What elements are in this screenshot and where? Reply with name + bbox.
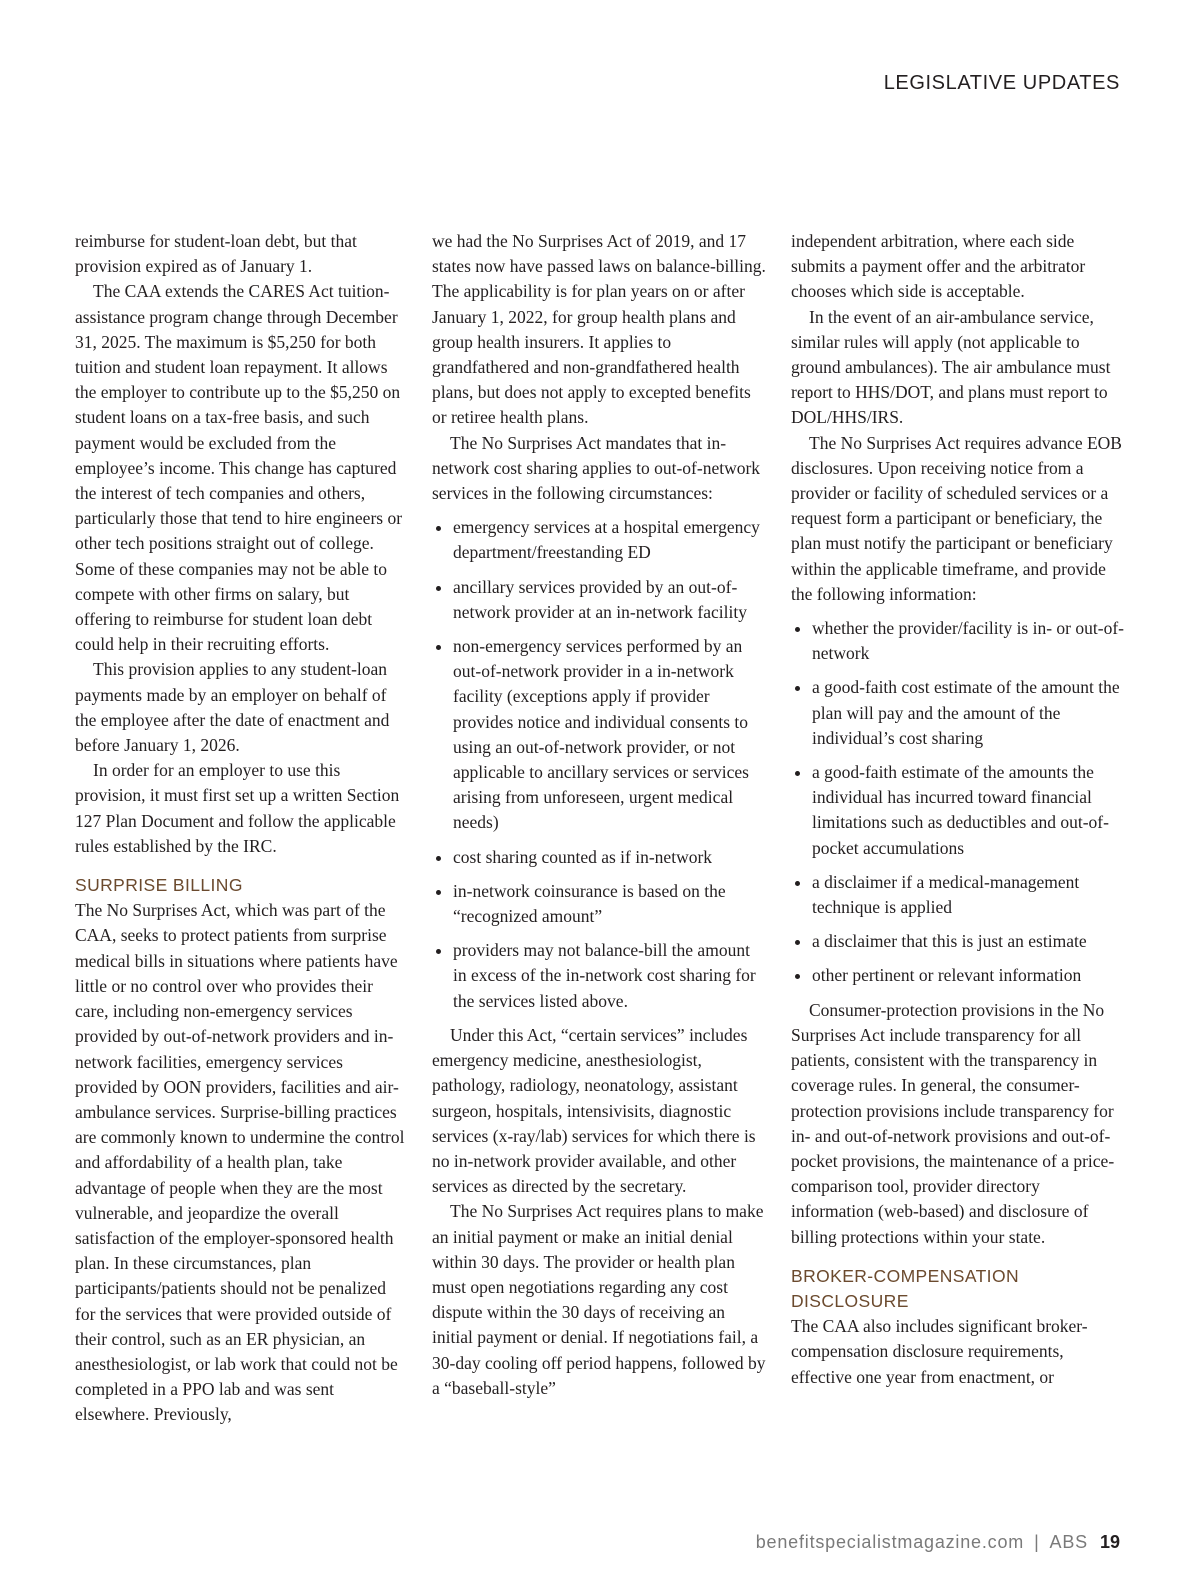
subheading-surprise-billing: SURPRISE BILLING (75, 875, 243, 896)
paragraph: Under this Act, “certain services” includes emergency medicine, anesthesiologist, pathology, radiology, neonatology, assistant surgeon, hospitals, intensivisits, diagnostic services (x-ray/lab) services for which there is no in-network provider available, and other services as directed by the secretary. (432, 1024, 756, 1197)
list-item: cost sharing counted as if in-network (432, 845, 766, 870)
list-item: in-network coinsurance is based on the “recognized amount” (432, 879, 766, 929)
section-header: LEGISLATIVE UPDATES (883, 72, 1120, 94)
list-item: whether the provider/facility is in- or out-of-network (791, 616, 1125, 666)
page-footer (756, 1532, 1120, 1553)
list-item: a disclaimer if a medical-management technique is applied (791, 870, 1125, 920)
paragraph: The No Surprises Act, which was part of the CAA, seeks to protect patients from surprise medical bills in situations where patients have little or no control over who provides their care, including non-emergency services provided by out-of-network providers and in-network facilities, emergency services provided by OON providers, facilities and air-ambulance services. Surprise-billing practices are commonly known to undermine the control and affordability of a health plan, take advantage of people when they are the most vulnerable, and jeopardize the overall satisfaction of the employer-sponsored health plan. In these circumstances, plan participants/patients should not be penalized for the services that were provided outside of their control, such as an ER physician, an anesthesiologist, or lab work that could not be completed in a PPO lab and was sent elsewhere. Previously, (75, 900, 405, 1425)
list-item: ancillary services provided by an out-of-network provider at an in-network facility (432, 575, 766, 625)
paragraph: The No Surprises Act requires plans to make an initial payment or make an initial denial within 30 days. The provider or health plan must open negotiations regarding any cost dispute within the 30 days of receiving an initial payment or denial. If negotiations fail, a 30-day cooling off period happens, followed by a “baseball-style” (432, 1201, 766, 1398)
paragraph: This provision applies to any student-loan payments made by an employer on behalf of the employee after the date of enactment and before January 1, 2026. (75, 659, 390, 756)
article-column-1 (75, 229, 409, 1428)
page-number: 19 (1099, 1532, 1120, 1552)
paragraph: independent arbitration, where each side submits a payment offer and the arbitrator chooses which side is acceptable. (791, 231, 1086, 302)
paragraph: The No Surprises Act requires advance EOB disclosures. Upon receiving notice from a provider or facility of scheduled services or a request form a participant or beneficiary, the plan must notify the participant or beneficiary within the applicable timeframe, and provide the following information: (791, 432, 1122, 604)
list-item: a good-faith cost estimate of the amount the plan will pay and the amount of the individual’s cost sharing (791, 675, 1125, 751)
list-item: a good-faith estimate of the amounts the individual has incurred toward financial limitations such as deductibles and out-of-pocket accumulations (791, 760, 1125, 861)
footer-website: benefitspecialistmagazine.com (755, 1532, 1025, 1552)
bullet-list (432, 515, 766, 1014)
list-item: providers may not balance-bill the amount in excess of the in-network cost sharing for the services listed above. (432, 938, 766, 1014)
paragraph: The No Surprises Act mandates that in-network cost sharing applies to out-of-network services in the following circumstances: (432, 432, 761, 504)
list-item: a disclaimer that this is just an estimate (791, 929, 1125, 954)
paragraph: Consumer-protection provisions in the No Surprises Act include transparency for all patients, consistent with the transparency in coverage rules. In general, the consumer-protection provisions include transparency for in- and out-of-network provisions and out-of-pocket provisions, the maintenance of a price-comparison tool, provider directory information (web-based) and disclosure of billing protections within your state. (791, 999, 1115, 1247)
list-item: other pertinent or relevant information (791, 963, 1125, 988)
paragraph: we had the No Surprises Act of 2019, and 17 states now have passed laws on balance-billing. The applicability is for plan years on or after January 1, 2022, for group health plans and group health insurers. It applies to grandfathered and non-grandfathered health plans, but does not apply to excepted benefits or retiree health plans. (432, 231, 766, 428)
footer-separator: | (1034, 1532, 1040, 1552)
paragraph: The CAA also includes significant broker-compensation disclosure requirements, effective one year from enactment, or (791, 1316, 1088, 1387)
list-item: emergency services at a hospital emergency department/freestanding ED (432, 515, 766, 565)
paragraph: The CAA extends the CARES Act tuition-assistance program change through December 31, 2025. The maximum is $5,250 for both tuition and student loan repayment. It allows the employer to contribute up to the $5,250 on student loans on a tax-free basis, and such payment would be excluded from the employee’s income. This change has captured the interest of tech companies and others, particularly those that tend to hire engineers or other tech positions straight out of college. Some of these companies may not be able to compete with other firms on salary, but offering to reimburse for student loan debt could help in their recruiting efforts. (75, 281, 403, 655)
list-item: non-emergency services performed by an out-of-network provider in a in-network facility (exceptions apply if provider provides notice and individual consents to using an out-of-network provider, or not applicable to ancillary services or services arising from unforeseen, urgent medical needs) (432, 634, 766, 836)
article-column-3 (791, 229, 1125, 1390)
paragraph: In order for an employer to use this provision, it must first set up a written Section 127 Plan Document and follow the applicable rules established by the IRC. (75, 760, 400, 856)
bullet-list (791, 616, 1125, 989)
paragraph: In the event of an air-ambulance service, similar rules will apply (not applicable to ground ambulances). The air ambulance must report to HHS/DOT, and plans must report to DOL/HHS/IRS. (791, 306, 1111, 428)
footer-publication: ABS (1049, 1532, 1088, 1552)
paragraph: reimburse for student-loan debt, but that provision expired as of January 1. (75, 231, 357, 277)
subheading-broker-compensation: BROKER-COMPENSATION DISCLOSURE (791, 1265, 1019, 1311)
article-column-2 (432, 229, 766, 1401)
